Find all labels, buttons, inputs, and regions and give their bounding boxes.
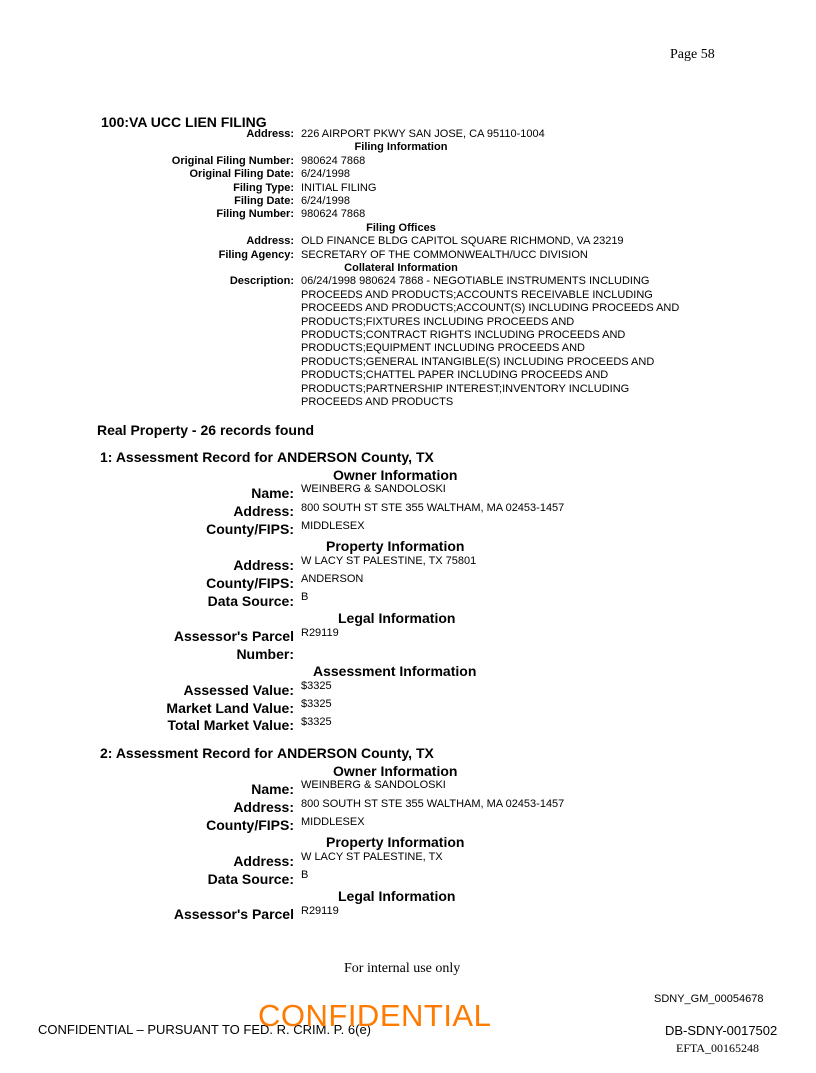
filing-type-label: Filing Type: [233, 181, 294, 194]
description-line: PRODUCTS;FIXTURES INCLUDING PROCEEDS AND [301, 315, 575, 328]
rec2-county-label: County/FIPS: [206, 817, 294, 833]
efta-number: EFTA_00165248 [676, 1041, 760, 1055]
rec2-legal-header: Legal Information [338, 888, 456, 904]
rec2-name-label: Name: [251, 781, 294, 797]
rec2-prop-address-label: Address: [233, 853, 294, 869]
ucc-section-title: 100:VA UCC LIEN FILING [101, 114, 267, 130]
rec1-owner-header: Owner Information [333, 467, 458, 483]
record-1-heading: 1: Assessment Record for [100, 449, 273, 465]
rec1-land-value: $3325 [301, 698, 332, 710]
description-line: PRODUCTS;PARTNERSHIP INTEREST;INVENTORY INCLUDING [301, 382, 630, 395]
rec1-name-label: Name: [251, 485, 294, 501]
record-2-title [100, 745, 434, 761]
ucc-address: 226 AIRPORT PKWY SAN JOSE, CA 95110-1004 [301, 128, 545, 140]
rec1-prop-county-label: County/FIPS: [206, 575, 294, 591]
rec2-property-header: Property Information [326, 834, 465, 850]
sdny-bates-number: SDNY_GM_00054678 [654, 993, 764, 1005]
rec1-apn-label: Assessor's Parcel [173, 628, 294, 644]
rec1-total-value: $3325 [301, 716, 332, 728]
rec1-county-label: County/FIPS: [206, 521, 294, 537]
description-line: PRODUCTS;CHATTEL PAPER INCLUDING PROCEEDS AND [301, 369, 609, 382]
original-filing-date-label: Original Filing Date: [189, 168, 294, 181]
rec2-source-label: Data Source: [207, 871, 294, 887]
description-line: PRODUCTS;GENERAL INTANGIBLE(S) INCLUDING PROCEEDS AND [301, 355, 655, 368]
db-bates-number: DB-SDNY-0017502 [665, 1023, 778, 1038]
confidential-stamp: CONFIDENTIAL [258, 998, 492, 1033]
description-line: PROCEEDS AND PRODUCTS;ACCOUNTS RECEIVABLE INCLUDING [301, 288, 653, 301]
filing-number-label: Filing Number: [216, 208, 294, 221]
rec1-assessed-value: $3325 [301, 680, 332, 692]
rec2-owner-county: MIDDLESEX [301, 816, 365, 828]
rec1-source: B [301, 591, 309, 603]
confidential-notice: CONFIDENTIAL – PURSUANT TO FED. R. CRIM. P. 6(e) [38, 1022, 372, 1037]
record-2-county: ANDERSON County, TX [276, 745, 434, 761]
rec2-owner-header: Owner Information [333, 763, 458, 779]
office-address: OLD FINANCE BLDG CAPITOL SQUARE RICHMOND, VA 23219 [301, 235, 624, 248]
rec1-legal-header: Legal Information [338, 610, 456, 626]
rec1-assessment-header: Assessment Information [313, 663, 477, 679]
rec1-owner-county: MIDDLESEX [301, 520, 365, 532]
record-1-title [100, 449, 434, 465]
rec1-assessed-label: Assessed Value: [183, 682, 294, 698]
rec2-apn-label: Assessor's Parcel [173, 906, 294, 922]
rec1-prop-address-label: Address: [233, 557, 294, 573]
rec1-property-header: Property Information [326, 538, 465, 554]
filing-information-header: Filing Information [354, 141, 448, 154]
real-property-title: Real Property - 26 records found [97, 422, 315, 438]
rec1-apn: R29119 [301, 627, 339, 639]
rec2-address-label: Address: [233, 799, 294, 815]
office-address-label: Address: [246, 235, 294, 248]
collateral-description [301, 275, 711, 409]
ucc-address-label: Address: [246, 128, 294, 140]
description-line: 06/24/1998 980624 7868 - NEGOTIABLE INSTRUMENTS INCLUDING [301, 275, 650, 288]
filing-agency-label: Filing Agency: [218, 248, 294, 261]
original-filing-number-label: Original Filing Number: [171, 154, 294, 167]
filing-date-label: Filing Date: [234, 194, 294, 207]
rec1-land-label: Market Land Value: [166, 700, 294, 716]
internal-use-note: For internal use only [344, 961, 461, 976]
rec2-owner-address: 800 SOUTH ST STE 355 WALTHAM, MA 02453-1457 [301, 798, 565, 810]
description-label: Description: [229, 275, 294, 288]
filing-offices-header: Filing Offices [366, 221, 436, 234]
ucc-filing-block [0, 128, 816, 409]
rec1-owner-name: WEINBERG & SANDOLOSKI [301, 483, 446, 495]
rec1-prop-address: W LACY ST PALESTINE, TX 75801 [301, 555, 477, 567]
filing-type: INITIAL FILING [301, 181, 377, 194]
original-filing-number: 980624 7868 [301, 154, 366, 167]
rec1-source-label: Data Source: [207, 593, 294, 609]
filing-date: 6/24/1998 [301, 194, 350, 207]
rec2-prop-address: W LACY ST PALESTINE, TX [301, 851, 443, 863]
description-line: PROCEEDS AND PRODUCTS [301, 395, 454, 408]
description-line: PRODUCTS;CONTRACT RIGHTS INCLUDING PROCEEDS AND [301, 328, 626, 341]
filing-agency: SECRETARY OF THE COMMONWEALTH/UCC DIVISION [301, 248, 588, 261]
original-filing-date: 6/24/1998 [301, 168, 350, 181]
rec1-apn-label-number: Number: [236, 646, 294, 662]
filing-number: 980624 7868 [301, 208, 366, 221]
rec1-owner-address: 800 SOUTH ST STE 355 WALTHAM, MA 02453-1457 [301, 502, 565, 514]
rec1-address-label: Address: [233, 503, 294, 519]
description-line: PRODUCTS;EQUIPMENT INCLUDING PROCEEDS AND [301, 342, 586, 355]
rec2-owner-name: WEINBERG & SANDOLOSKI [301, 779, 446, 791]
record-1-county: ANDERSON County, TX [276, 449, 434, 465]
rec1-prop-county: ANDERSON [301, 573, 364, 585]
rec2-apn: R29119 [301, 905, 339, 917]
description-line: PROCEEDS AND PRODUCTS;ACCOUNT(S) INCLUDING PROCEEDS AND [301, 302, 680, 315]
rec2-source: B [301, 869, 309, 881]
rec1-total-label: Total Market Value: [167, 717, 294, 733]
collateral-information-header: Collateral Information [344, 261, 458, 274]
page-number: Page 58 [670, 47, 715, 62]
record-2-heading: 2: Assessment Record for [100, 745, 273, 761]
